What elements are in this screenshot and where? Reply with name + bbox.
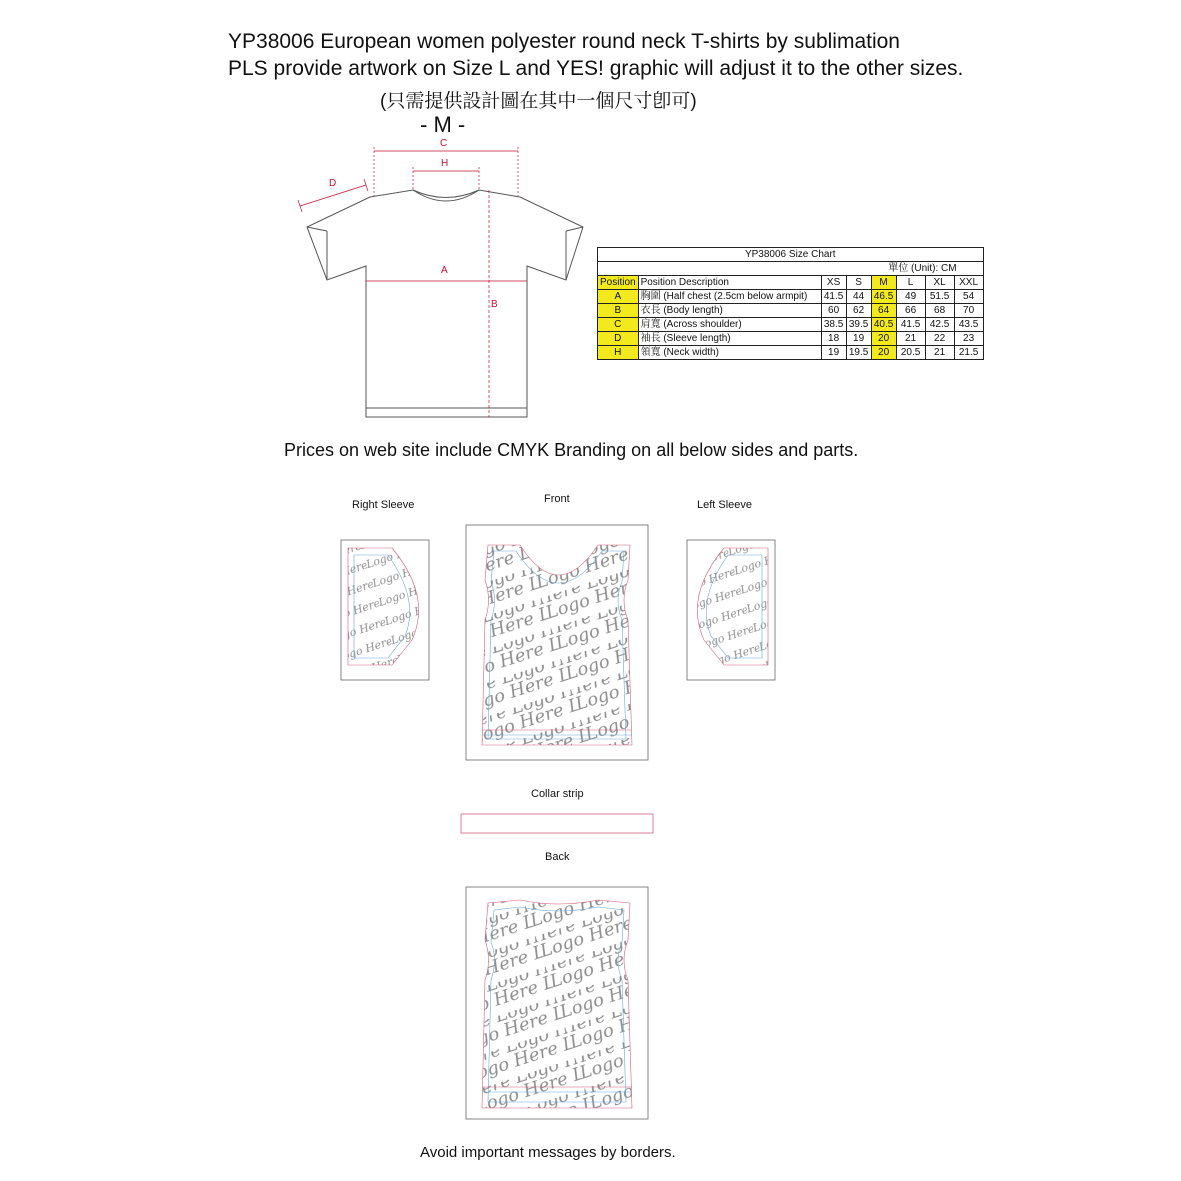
cell: 43.5 (954, 318, 983, 332)
size-chart-header-row (598, 276, 984, 290)
label-h: H (441, 158, 449, 169)
header-m: M (871, 276, 896, 290)
row-desc: 領寬 (Neck width) (638, 346, 821, 360)
size-chart-table (597, 247, 984, 360)
label-d: D (329, 178, 337, 189)
row-pos: A (598, 290, 639, 304)
cell: 20 (871, 346, 896, 360)
cell: 18 (821, 332, 846, 346)
title-line-1: YP38006 European women polyester round neck T-shirts by sublimation (228, 30, 900, 53)
size-label: - M - (420, 112, 466, 137)
row-pos: C (598, 318, 639, 332)
tshirt-measurement-diagram (290, 135, 600, 430)
header-xs: XS (821, 276, 846, 290)
cell: 20.5 (896, 346, 925, 360)
row-pos: H (598, 346, 639, 360)
header-s: S (846, 276, 871, 290)
row-pos: D (598, 332, 639, 346)
cell: 68 (925, 304, 954, 318)
row-desc: 肩寬 (Across shoulder) (638, 318, 821, 332)
cell: 42.5 (925, 318, 954, 332)
cell: 19 (821, 346, 846, 360)
cell: 21.5 (954, 346, 983, 360)
header-position: Position (598, 276, 639, 290)
cell: 22 (925, 332, 954, 346)
cell: 44 (846, 290, 871, 304)
row-pos: B (598, 304, 639, 318)
cell: 38.5 (821, 318, 846, 332)
print-panels (330, 520, 790, 1130)
tshirt-outline (307, 190, 583, 417)
table-row (598, 290, 984, 304)
cell: 23 (954, 332, 983, 346)
label-c: C (440, 138, 448, 149)
table-row (598, 318, 984, 332)
header-l: L (896, 276, 925, 290)
label-left-sleeve: Left Sleeve (697, 499, 753, 511)
label-right-sleeve: Right Sleeve (352, 499, 415, 511)
size-chart-unit: 單位 (Unit): CM (821, 262, 983, 276)
header-xxl: XXL (954, 276, 983, 290)
row-desc: 衣長 (Body length) (638, 304, 821, 318)
row-desc: 袖長 (Sleeve length) (638, 332, 821, 346)
cell: 70 (954, 304, 983, 318)
cell: 21 (896, 332, 925, 346)
cell: 49 (896, 290, 925, 304)
row-desc: 胸圍 (Half chest (2.5cm below armpit) (638, 290, 821, 304)
title-line-2: PLS provide artwork on Size L and YES! graphic will adjust it to the other sizes. (228, 57, 964, 80)
label-back: Back (545, 851, 570, 863)
branding-note: Prices on web site include CMYK Branding on all below sides and parts. (284, 440, 859, 460)
cell: 40.5 (871, 318, 896, 332)
cell: 41.5 (821, 290, 846, 304)
collar-strip-panel (461, 814, 653, 833)
cell: 66 (896, 304, 925, 318)
cell: 19.5 (846, 346, 871, 360)
cell: 54 (954, 290, 983, 304)
cell: 20 (871, 332, 896, 346)
label-b: B (491, 299, 498, 310)
cell: 51.5 (925, 290, 954, 304)
cell: 64 (871, 304, 896, 318)
table-row (598, 304, 984, 318)
cell: 19 (846, 332, 871, 346)
cell: 41.5 (896, 318, 925, 332)
header-xl: XL (925, 276, 954, 290)
cell: 46.5 (871, 290, 896, 304)
table-row (598, 332, 984, 346)
size-chart-title: YP38006 Size Chart (598, 248, 984, 262)
cell: 62 (846, 304, 871, 318)
label-collar-strip: Collar strip (531, 788, 584, 800)
footer-note: Avoid important messages by borders. (420, 1144, 676, 1161)
header-description: Position Description (638, 276, 821, 290)
title-line-chinese: (只需提供設計圖在其中一個尺寸卽可) (380, 91, 697, 112)
cell: 60 (821, 304, 846, 318)
label-front: Front (544, 493, 570, 505)
table-row (598, 346, 984, 360)
label-a: A (441, 265, 448, 276)
cell: 21 (925, 346, 954, 360)
cell: 39.5 (846, 318, 871, 332)
